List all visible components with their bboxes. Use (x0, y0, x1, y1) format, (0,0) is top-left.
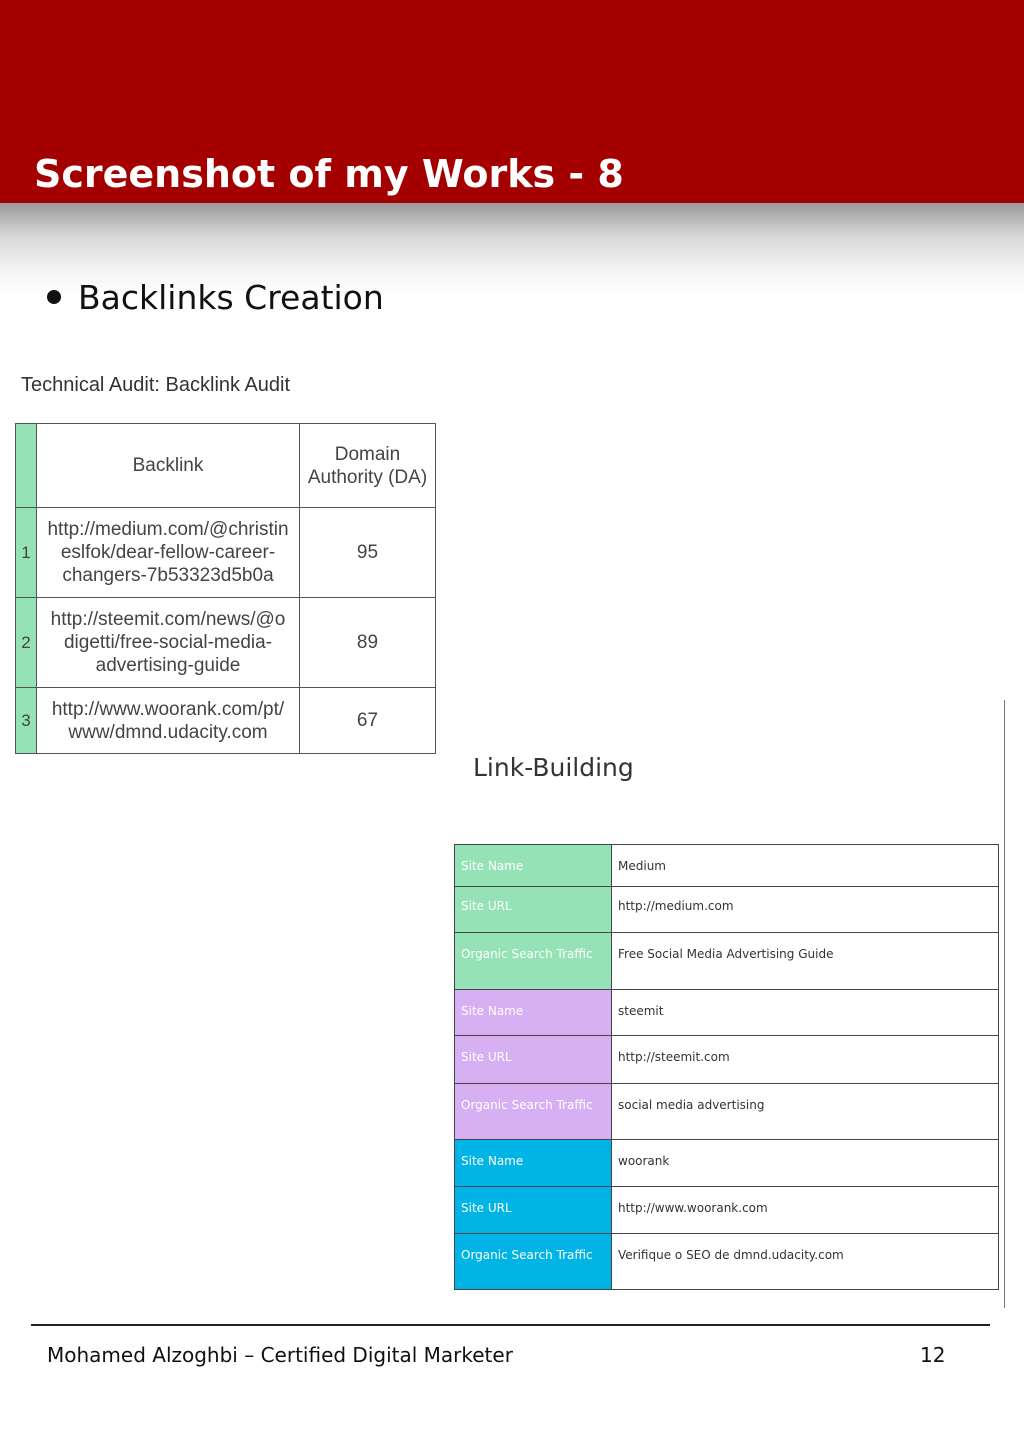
backlink-column-header: Backlink (37, 424, 300, 508)
url-line: digetti/free-social-media- (63, 632, 273, 653)
table-row (455, 990, 999, 1036)
backlink-url (37, 508, 300, 598)
vertical-divider (1004, 700, 1005, 1308)
table-row (455, 1140, 999, 1187)
bullet-item (47, 274, 384, 320)
organic-traffic-value: Free Social Media Advertising Guide (612, 933, 999, 990)
table-row (16, 688, 436, 754)
da-value: 89 (300, 598, 436, 688)
table-row (455, 933, 999, 990)
table-row (455, 1084, 999, 1140)
row-index: 2 (16, 598, 37, 688)
url-line: http://steemit.com/news/@o (50, 609, 286, 630)
audit-title: Technical Audit: Backlink Audit (21, 374, 291, 396)
organic-traffic-value: Verifique o SEO de dmnd.udacity.com (612, 1234, 999, 1290)
site-url-value: http://steemit.com (612, 1036, 999, 1084)
site-name-label: Site Name (455, 1140, 612, 1187)
site-name-value: Medium (612, 845, 999, 887)
site-url-value: http://medium.com (612, 887, 999, 933)
organic-traffic-value: social media advertising (612, 1084, 999, 1140)
site-name-label: Site Name (455, 990, 612, 1036)
site-url-value: http://www.woorank.com (612, 1187, 999, 1234)
site-name-value: woorank (612, 1140, 999, 1187)
site-name-label: Site Name (455, 845, 612, 887)
da-value: 95 (300, 508, 436, 598)
audit-index-header (16, 424, 37, 508)
organic-traffic-label: Organic Search Traffic (455, 1084, 612, 1140)
da-header-line: Authority (DA) (307, 466, 428, 488)
backlink-url (37, 688, 300, 754)
backlink-url (37, 598, 300, 688)
link-building-table (454, 844, 999, 1290)
table-row (455, 887, 999, 933)
backlink-audit-table (15, 423, 436, 754)
url-line: http://www.woorank.com/pt/ (51, 698, 285, 720)
footer-author: Mohamed Alzoghbi – Certified Digital Marketer (47, 1343, 513, 1367)
da-column-header (300, 424, 436, 508)
row-index: 3 (16, 688, 37, 754)
table-row (455, 1234, 999, 1290)
url-line: http://medium.com/@christin (47, 519, 289, 540)
url-line: advertising-guide (95, 655, 241, 676)
url-line: changers-7b53323d5b0a (62, 565, 274, 586)
url-line: eslfok/dear-fellow-career- (60, 542, 276, 563)
table-row (16, 598, 436, 688)
table-row (455, 1036, 999, 1084)
organic-traffic-label: Organic Search Traffic (455, 1234, 612, 1290)
site-url-label: Site URL (455, 1036, 612, 1084)
audit-header-row (16, 424, 436, 508)
row-index: 1 (16, 508, 37, 598)
url-line: www/dmnd.udacity.com (68, 721, 268, 743)
bullet-dot-icon (47, 290, 61, 304)
table-row (455, 845, 999, 887)
site-name-value: steemit (612, 990, 999, 1036)
page-number: 12 (920, 1343, 946, 1367)
da-header-line: Domain (334, 443, 401, 465)
page-title: Screenshot of my Works - 8 (34, 152, 624, 196)
footer-divider (31, 1324, 990, 1326)
organic-traffic-label: Organic Search Traffic (455, 933, 612, 990)
table-row (16, 508, 436, 598)
link-building-title: Link-Building (473, 753, 634, 782)
table-row (455, 1187, 999, 1234)
bullet-text: Backlinks Creation (78, 277, 384, 317)
da-value: 67 (300, 688, 436, 754)
site-url-label: Site URL (455, 887, 612, 933)
site-url-label: Site URL (455, 1187, 612, 1234)
